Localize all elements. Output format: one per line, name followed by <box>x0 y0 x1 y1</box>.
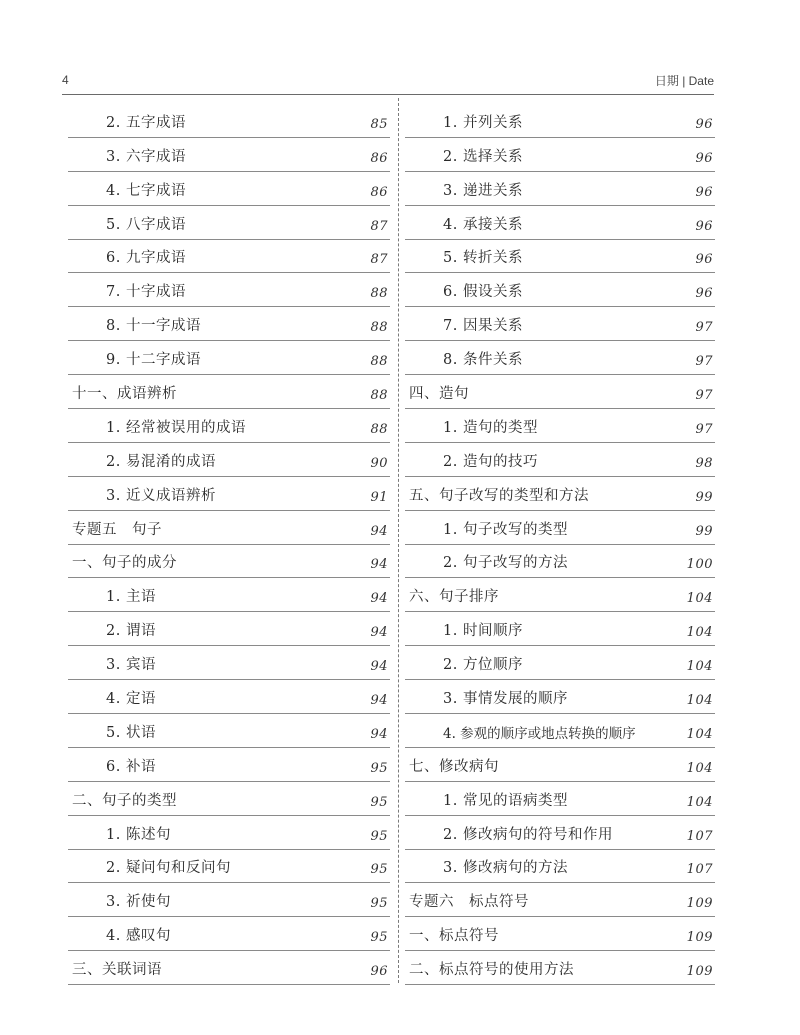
toc-entry-page: 97 <box>695 421 713 437</box>
toc-entry-page: 97 <box>695 320 713 336</box>
toc-entry <box>68 782 390 816</box>
toc-entry <box>405 782 715 816</box>
toc-entry-title: 3. 宾语 <box>106 657 156 674</box>
toc-entry-page: 87 <box>370 218 388 234</box>
toc-entry <box>405 816 715 850</box>
toc-entry <box>405 104 715 138</box>
toc-entry-title: 1. 主语 <box>106 589 156 606</box>
toc-entry-title: 专题五 句子 <box>72 521 162 538</box>
toc-entry-page: 85 <box>370 116 388 132</box>
toc-entry-page: 99 <box>695 523 713 539</box>
toc-entry <box>405 646 715 680</box>
toc-entry-page: 95 <box>370 760 388 776</box>
toc-entry-page: 104 <box>686 726 713 742</box>
toc-entry-page: 104 <box>686 625 713 641</box>
toc-entry-page: 88 <box>370 421 388 437</box>
toc-entry-title: 4. 定语 <box>106 691 156 708</box>
toc-entry-title: 6. 补语 <box>106 758 156 775</box>
toc-entry <box>68 883 390 917</box>
toc-entry <box>405 680 715 714</box>
toc-entry-title: 2. 五字成语 <box>106 114 186 131</box>
toc-entry-title: 2. 选择关系 <box>443 148 523 165</box>
toc-entry-page: 104 <box>686 794 713 810</box>
toc-entry-title: 四、造句 <box>409 386 469 403</box>
column-divider <box>398 98 399 983</box>
toc-entry-page: 96 <box>695 218 713 234</box>
toc-entry-title: 2. 谓语 <box>106 623 156 640</box>
toc-entry-title: 十一、成语辨析 <box>72 386 177 403</box>
toc-entry <box>405 307 715 341</box>
toc-entry-title: 3. 递进关系 <box>443 182 523 199</box>
toc-entry-page: 104 <box>686 591 713 607</box>
toc-entry-title: 一、句子的成分 <box>72 555 177 572</box>
toc-entry-title: 8. 条件关系 <box>443 352 523 369</box>
toc-entry <box>405 206 715 240</box>
toc-entry-title: 1. 常见的语病类型 <box>443 792 568 809</box>
toc-entry-title: 二、句子的类型 <box>72 792 177 809</box>
toc-entry-page: 88 <box>370 320 388 336</box>
toc-entry-title: 6. 假设关系 <box>443 284 523 301</box>
toc-entry-title: 专题六 标点符号 <box>409 894 529 911</box>
toc-entry <box>405 578 715 612</box>
toc-entry-page: 96 <box>695 252 713 268</box>
toc-entry <box>68 104 390 138</box>
toc-entry-page: 97 <box>695 354 713 370</box>
toc-entry <box>405 273 715 307</box>
toc-entry-title: 9. 十二字成语 <box>106 352 201 369</box>
toc-entry-page: 94 <box>370 726 388 742</box>
toc-entry-page: 94 <box>370 625 388 641</box>
toc-entry <box>68 816 390 850</box>
toc-entry-page: 104 <box>686 693 713 709</box>
toc-entry-page: 95 <box>370 828 388 844</box>
toc-entry <box>405 714 715 748</box>
toc-entry <box>405 951 715 985</box>
toc-entry <box>405 409 715 443</box>
toc-entry <box>405 443 715 477</box>
toc-entry-title: 1. 造句的类型 <box>443 419 538 436</box>
toc-entry-title: 4. 承接关系 <box>443 216 523 233</box>
toc-entry <box>405 748 715 782</box>
toc-entry-page: 96 <box>695 184 713 200</box>
toc-entry <box>68 206 390 240</box>
toc-entry-title: 二、标点符号的使用方法 <box>409 962 574 979</box>
toc-entry-title: 7. 因果关系 <box>443 318 523 335</box>
toc-entry-page: 96 <box>370 964 388 980</box>
toc-entry-title: 1. 并列关系 <box>443 114 523 131</box>
toc-entry-page: 90 <box>370 455 388 471</box>
toc-entry <box>68 680 390 714</box>
toc-entry <box>68 273 390 307</box>
toc-entry-title: 5. 八字成语 <box>106 216 186 233</box>
toc-entry-page: 109 <box>686 964 713 980</box>
toc-entry-title: 2. 修改病句的符号和作用 <box>443 826 613 843</box>
toc-entry-page: 109 <box>686 930 713 946</box>
toc-entry-page: 94 <box>370 557 388 573</box>
toc-entry-page: 107 <box>686 862 713 878</box>
toc-entry <box>68 545 390 579</box>
toc-entry <box>68 951 390 985</box>
toc-entry-title: 2. 疑问句和反问句 <box>106 860 231 877</box>
toc-entry <box>68 443 390 477</box>
toc-entry-page: 95 <box>370 862 388 878</box>
toc-entry <box>68 511 390 545</box>
page-number: 4 <box>62 73 69 87</box>
toc-left-column <box>68 104 390 985</box>
toc-entry-title: 五、句子改写的类型和方法 <box>409 487 589 504</box>
toc-entry-page: 98 <box>695 455 713 471</box>
toc-entry <box>405 850 715 884</box>
date-label: 日期 | Date <box>654 74 714 88</box>
toc-entry-page: 95 <box>370 896 388 912</box>
header-rule <box>62 94 714 95</box>
toc-entry-page: 104 <box>686 659 713 675</box>
toc-entry-page: 91 <box>370 489 388 505</box>
toc-entry-title: 2. 方位顺序 <box>443 657 523 674</box>
toc-entry-title: 5. 转折关系 <box>443 250 523 267</box>
toc-entry-page: 94 <box>370 693 388 709</box>
toc-entry <box>68 748 390 782</box>
toc-entry-page: 96 <box>695 150 713 166</box>
toc-entry-title: 2. 句子改写的方法 <box>443 555 568 572</box>
toc-entry-page: 104 <box>686 760 713 776</box>
toc-entry <box>68 172 390 206</box>
toc-entry <box>68 138 390 172</box>
toc-entry-page: 100 <box>686 557 713 573</box>
toc-entry-page: 88 <box>370 388 388 404</box>
toc-entry-page: 107 <box>686 828 713 844</box>
toc-entry-page: 96 <box>695 286 713 302</box>
toc-entry <box>68 477 390 511</box>
toc-entry-title: 4. 参观的顺序或地点转换的顺序 <box>443 725 636 742</box>
toc-entry-title: 5. 状语 <box>106 724 156 741</box>
toc-entry <box>68 240 390 274</box>
toc-entry-title: 1. 句子改写的类型 <box>443 521 568 538</box>
toc-entry-page: 88 <box>370 286 388 302</box>
toc-entry <box>405 240 715 274</box>
toc-entry-page: 86 <box>370 150 388 166</box>
toc-entry-page: 96 <box>695 116 713 132</box>
toc-entry-title: 2. 造句的技巧 <box>443 453 538 470</box>
toc-entry-title: 8. 十一字成语 <box>106 318 201 335</box>
toc-entry-page: 94 <box>370 659 388 675</box>
toc-entry-title: 一、标点符号 <box>409 928 499 945</box>
toc-entry-page: 99 <box>695 489 713 505</box>
toc-entry-page: 87 <box>370 252 388 268</box>
toc-entry-page: 95 <box>370 794 388 810</box>
toc-right-column <box>405 104 715 985</box>
toc-entry-title: 三、关联词语 <box>72 962 162 979</box>
toc-entry <box>68 409 390 443</box>
toc-entry <box>405 138 715 172</box>
toc-entry <box>68 646 390 680</box>
toc-entry <box>68 341 390 375</box>
toc-entry-title: 7. 十字成语 <box>106 284 186 301</box>
toc-entry-title: 2. 易混淆的成语 <box>106 453 216 470</box>
toc-entry <box>405 917 715 951</box>
toc-entry-page: 88 <box>370 354 388 370</box>
toc-entry <box>405 172 715 206</box>
toc-entry <box>68 307 390 341</box>
toc-entry <box>405 883 715 917</box>
toc-entry-page: 94 <box>370 591 388 607</box>
toc-entry-title: 3. 祈使句 <box>106 894 171 911</box>
toc-entry-title: 1. 陈述句 <box>106 826 171 843</box>
toc-entry-title: 七、修改病句 <box>409 758 499 775</box>
toc-entry <box>405 612 715 646</box>
toc-entry-title: 3. 六字成语 <box>106 148 186 165</box>
toc-entry <box>68 714 390 748</box>
toc-entry-title: 3. 事情发展的顺序 <box>443 691 568 708</box>
toc-entry-title: 1. 经常被误用的成语 <box>106 419 246 436</box>
toc-entry-title: 4. 七字成语 <box>106 182 186 199</box>
toc-entry-page: 95 <box>370 930 388 946</box>
toc-entry <box>68 578 390 612</box>
toc-entry-page: 97 <box>695 388 713 404</box>
toc-entry <box>405 341 715 375</box>
toc-entry <box>68 850 390 884</box>
toc-entry-title: 4. 感叹句 <box>106 928 171 945</box>
toc-entry-page: 94 <box>370 523 388 539</box>
toc-entry-title: 6. 九字成语 <box>106 250 186 267</box>
toc-entry-title: 六、句子排序 <box>409 589 499 606</box>
toc-entry <box>405 477 715 511</box>
toc-entry-page: 109 <box>686 896 713 912</box>
toc-entry-page: 86 <box>370 184 388 200</box>
toc-entry-title: 3. 修改病句的方法 <box>443 860 568 877</box>
toc-entry <box>405 375 715 409</box>
toc-entry <box>68 612 390 646</box>
toc-entry-title: 1. 时间顺序 <box>443 623 523 640</box>
toc-entry-title: 3. 近义成语辨析 <box>106 487 216 504</box>
toc-entry <box>68 917 390 951</box>
toc-entry <box>68 375 390 409</box>
toc-entry <box>405 511 715 545</box>
toc-entry <box>405 545 715 579</box>
